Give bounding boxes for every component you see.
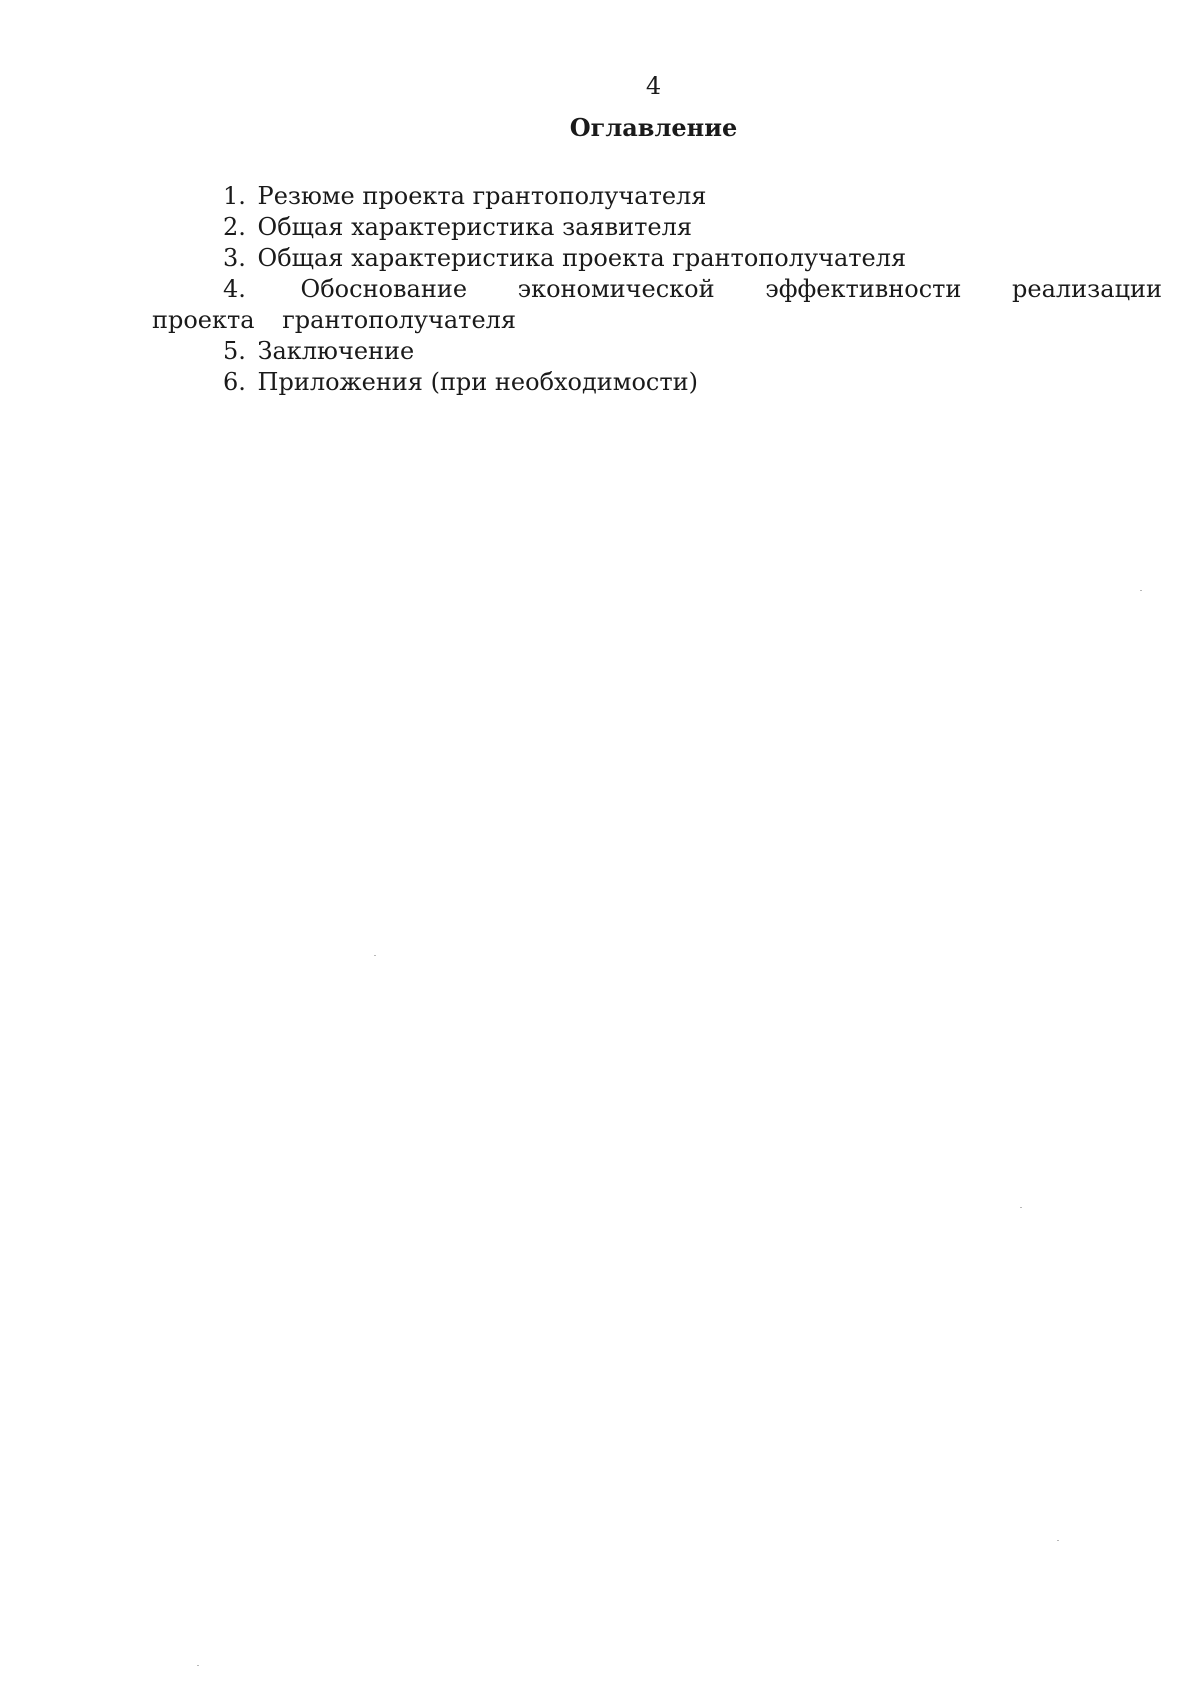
toc-item-6 — [152, 367, 1162, 398]
toc-item-label: Общая характеристика заявителя — [257, 213, 692, 241]
toc-item-label: Приложения (при необходимости) — [257, 368, 698, 396]
toc-item-number: 4. — [223, 275, 246, 303]
toc-item-number: 3. — [223, 244, 246, 272]
toc-item-label: Обоснование экономической эффективности реализации проекта грантополучателя — [152, 275, 1162, 334]
toc-item-label: Резюме проекта грантополучателя — [257, 182, 707, 210]
toc-item-3 — [152, 243, 1162, 274]
scan-speck — [197, 1665, 199, 1666]
toc-item-5 — [152, 336, 1162, 367]
page-title: Оглавление — [569, 113, 738, 142]
toc-item-2 — [152, 212, 1162, 243]
toc-item-1 — [152, 181, 1162, 212]
toc-item-4 — [152, 274, 1162, 336]
toc-item-number: 6. — [223, 368, 246, 396]
scan-speck — [374, 955, 376, 956]
page-number: 4 — [645, 72, 662, 100]
toc-item-number: 5. — [223, 337, 246, 365]
toc-item-label: Заключение — [257, 337, 415, 365]
toc-item-label: Общая характеристика проекта грантополучателя — [257, 244, 907, 272]
scan-speck — [1020, 1207, 1022, 1208]
toc-item-number: 1. — [223, 182, 246, 210]
scan-speck — [1140, 590, 1142, 591]
table-of-contents — [152, 181, 1162, 398]
scan-speck — [1057, 1540, 1059, 1541]
toc-item-number: 2. — [223, 213, 246, 241]
